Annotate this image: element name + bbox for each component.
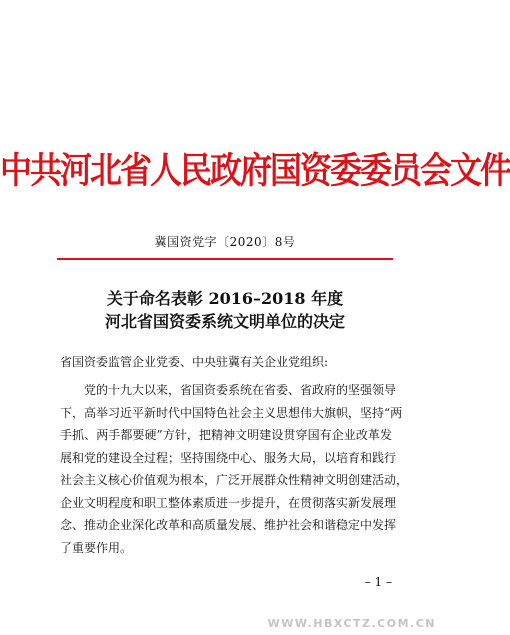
document-addressee: 省国资委监管企业党委、中央驻冀有关企业党组织: — [60, 355, 329, 369]
body-line: 展和党的建设全过程；坚持围绕中心、服务大局，以培育和践行 — [60, 450, 397, 465]
body-line: 了重要作用。 — [60, 540, 133, 555]
body-line: 手抓、两手都要硬”方针，把精神文明建设贯穿国有企业改革发 — [60, 428, 392, 442]
document-body — [60, 379, 409, 559]
document-title-line-1: 关于命名表彰 2016–2018 年度 — [106, 289, 344, 308]
site-watermark: WWW.HBXCTZ.COM.CN — [267, 617, 436, 630]
page-number: – 1 – — [364, 575, 392, 589]
document-number: 冀国资党字〔2020〕8号 — [154, 235, 296, 249]
body-line: 下，高举习近平新时代中国特色社会主义思想伟大旗帜，坚持“两 — [60, 405, 403, 420]
body-line: 念、推动企业深化改革和高质量发展、维护社会和谐稳定中发挥 — [60, 518, 397, 532]
document-masthead: 中共河北省人民政府国资委委员会文件 — [0, 148, 510, 192]
document-title-line-2: 河北省国资委系统文明单位的决定 — [104, 312, 345, 331]
red-divider-rule — [57, 258, 393, 260]
body-line: 企业文明程度和职工整体素质进一步提升，在贯彻落实新发展理 — [60, 495, 397, 510]
body-line: 社会主义核心价值观为根本，广泛开展群众性精神文明创建活动， — [60, 473, 409, 487]
body-line: 党的十九大以来，省国资委系统在省委、省政府的坚强领导 — [84, 383, 397, 397]
